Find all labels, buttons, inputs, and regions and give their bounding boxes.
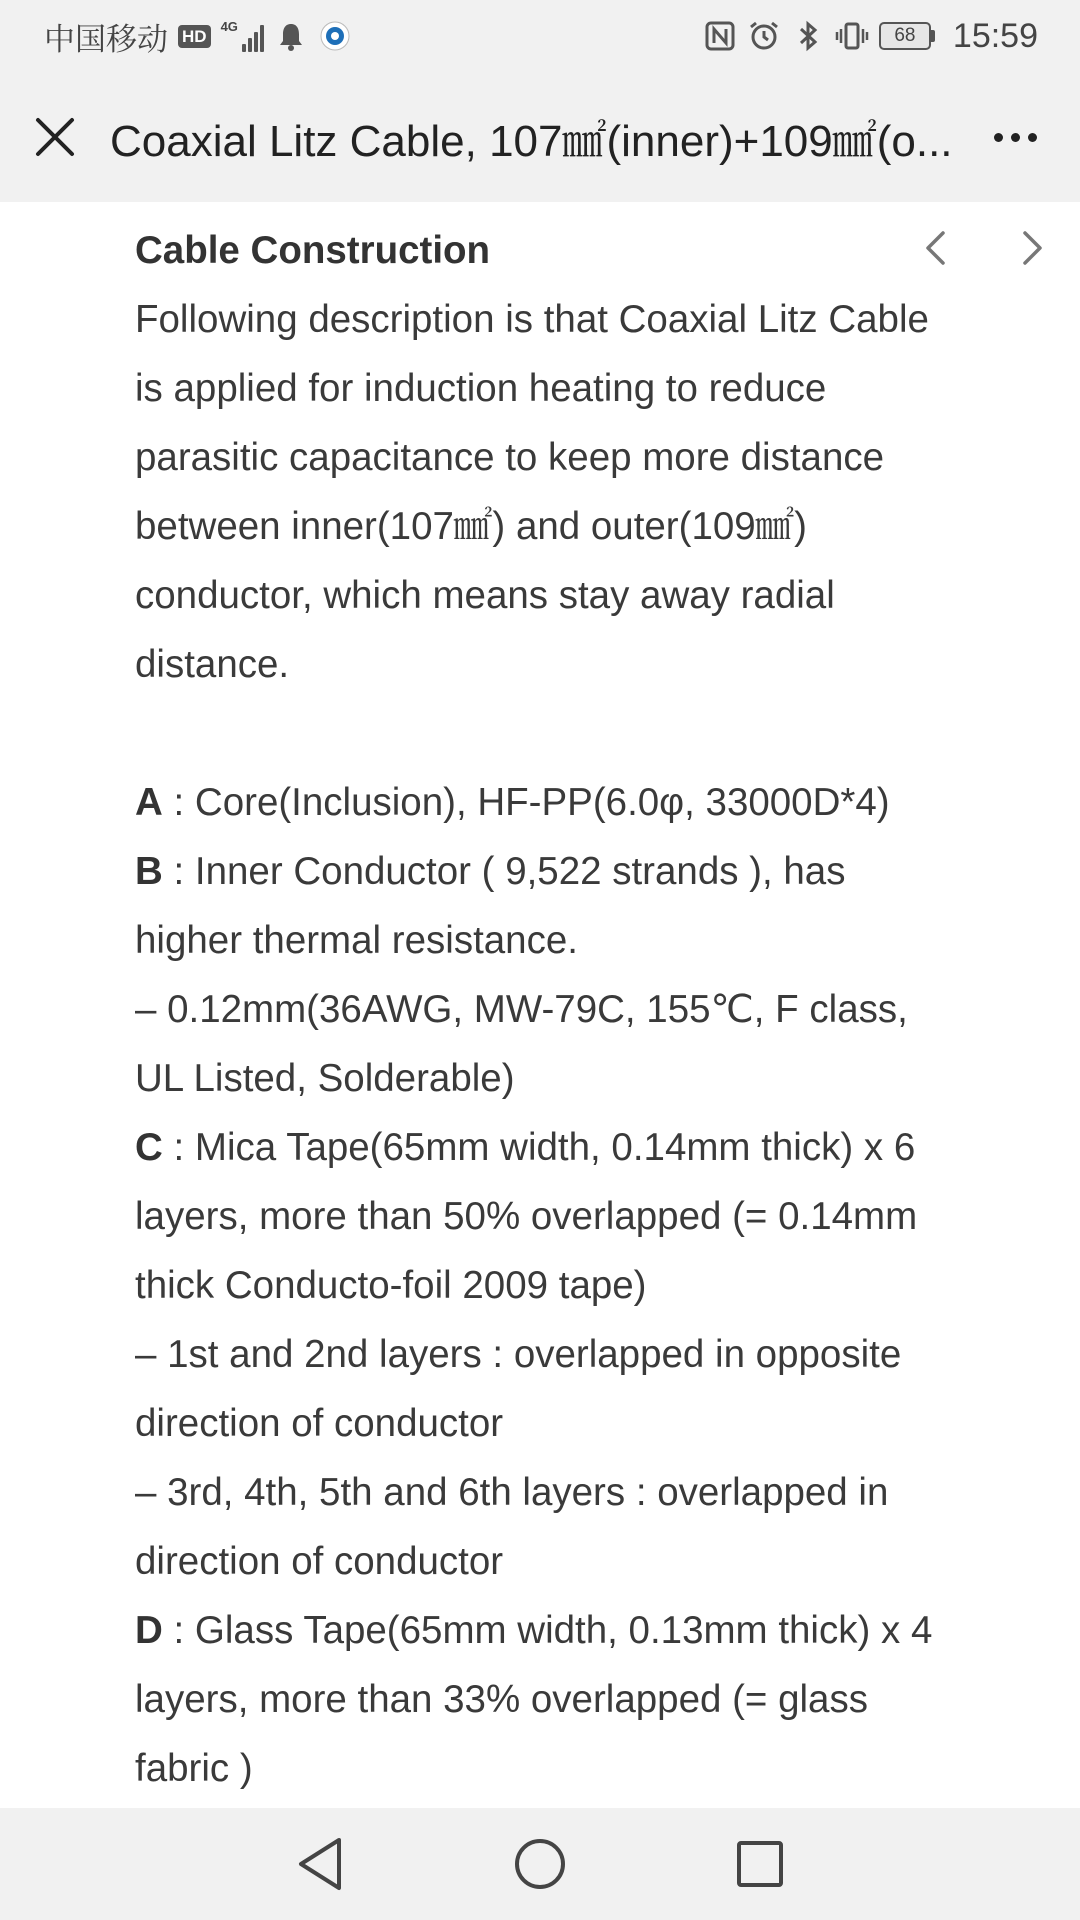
app-notification-icon — [318, 19, 352, 53]
spec-item-a — [135, 768, 955, 837]
spec-letter: C — [135, 1126, 163, 1169]
bluetooth-icon — [791, 19, 825, 53]
next-button[interactable] — [1008, 224, 1056, 272]
section-heading: Cable Construction — [135, 229, 491, 272]
article-body — [135, 216, 955, 1803]
page-title: Coaxial Litz Cable, 107㎟(inner)+109㎟(o... — [110, 117, 953, 166]
clock: 15:59 — [952, 16, 1038, 55]
carrier-name: 中国移动 — [44, 21, 168, 58]
battery-icon — [879, 22, 935, 50]
spec-text: : Core(Inclusion), HF-PP(6.0φ, 33000D*4) — [162, 781, 890, 824]
battery-level: 68 — [879, 22, 931, 50]
spec-detail: – 3rd, 4th, 5th and 6th layers : overlapped in direction of conductor — [135, 1471, 889, 1583]
back-triangle-icon — [295, 1836, 345, 1892]
home-circle-icon — [513, 1837, 567, 1891]
recents-square-icon — [735, 1839, 785, 1889]
intro-paragraph: Following description is that Coaxial Litz Cable is applied for induction heating to reduce parasitic capacitance to keep more distance between inner(107㎟) and outer(109㎟) conductor, which means stay away radial distance. — [135, 298, 929, 686]
home-button[interactable] — [505, 1829, 575, 1899]
signal-icon — [221, 20, 264, 52]
article-content[interactable] — [0, 202, 1080, 1808]
close-icon — [35, 117, 75, 157]
notification-bell-icon — [274, 19, 308, 53]
recents-button[interactable] — [725, 1829, 795, 1899]
alarm-icon — [747, 19, 781, 53]
network-type: 4G — [220, 19, 238, 34]
spec-text: : Glass Tape(65mm width, 0.13mm thick) x 4 layers, more than 33% overlapped (= glass fabric ) — [135, 1609, 933, 1790]
status-bar — [0, 0, 1080, 72]
spec-letter: D — [135, 1609, 163, 1652]
status-left — [44, 14, 352, 59]
hd-badge: HD — [178, 25, 211, 48]
spec-detail: – 0.12mm(36AWG, MW-79C, 155℃, F class, UL Listed, Solderable) — [135, 988, 908, 1100]
more-icon — [994, 133, 1003, 142]
spec-letter: A — [135, 781, 163, 824]
spec-item-d — [135, 1596, 955, 1803]
nfc-icon — [703, 19, 737, 53]
system-nav-bar — [0, 1808, 1080, 1920]
status-right — [703, 17, 1038, 56]
spec-item-c — [135, 1113, 955, 1320]
back-button[interactable] — [285, 1829, 355, 1899]
spec-letter: B — [135, 850, 163, 893]
spec-detail: – 1st and 2nd layers : overlapped in opposite direction of conductor — [135, 1333, 902, 1445]
close-button[interactable] — [0, 82, 110, 192]
title-bar — [0, 72, 1080, 202]
chevron-right-icon — [1017, 230, 1047, 266]
spec-item-b — [135, 837, 955, 975]
spec-text: : Inner Conductor ( 9,522 strands ), has higher thermal resistance. — [135, 850, 846, 962]
vibrate-icon — [835, 19, 869, 53]
spec-text: : Mica Tape(65mm width, 0.14mm thick) x 6 layers, more than 50% overlapped (= 0.14mm thick Conducto-foil 2009 tape) — [135, 1126, 918, 1307]
more-button[interactable] — [970, 82, 1060, 192]
